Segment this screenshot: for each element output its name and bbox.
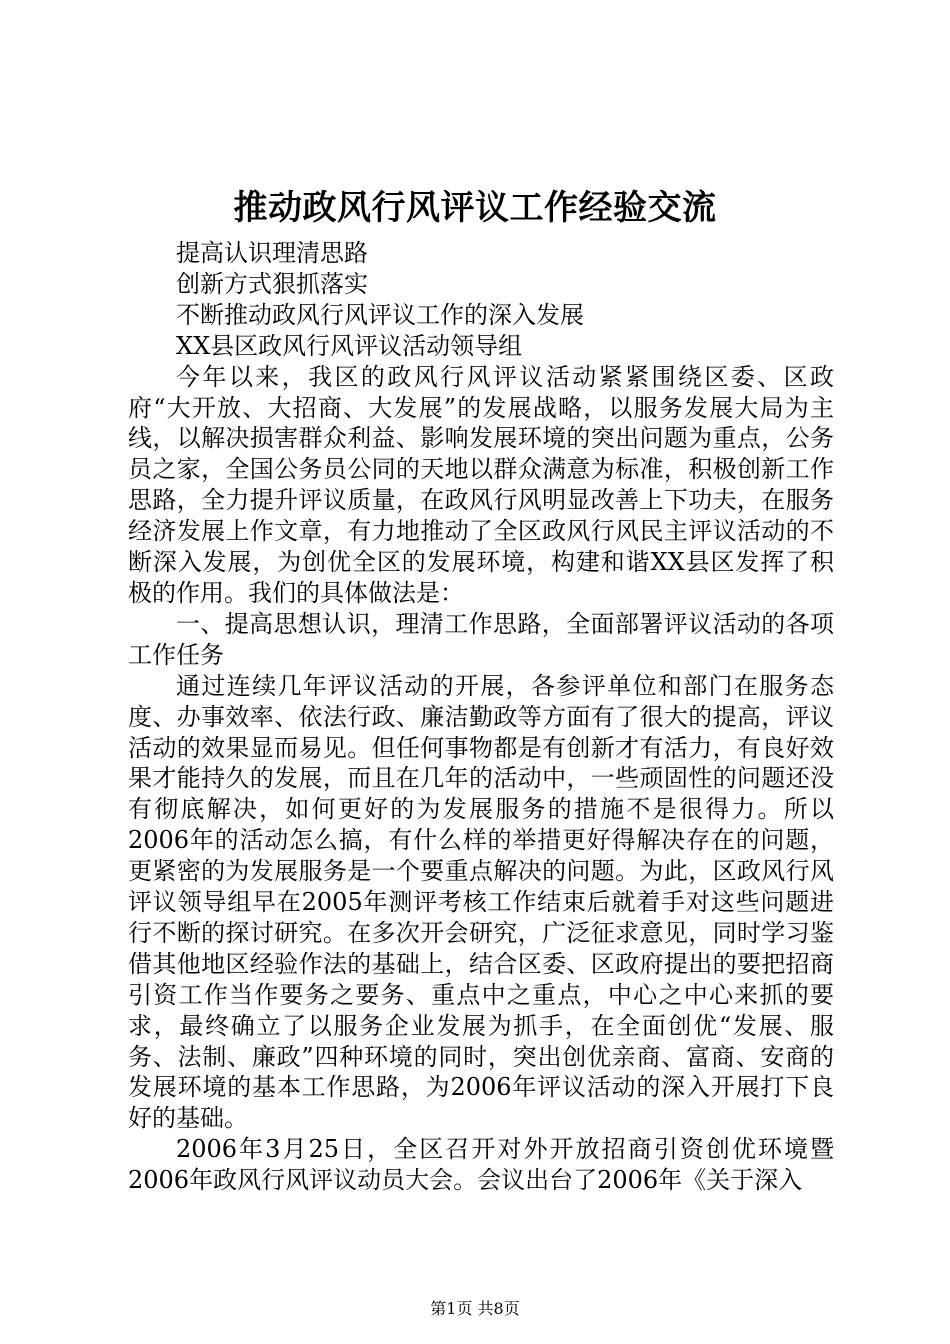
section-heading: 一、提高思想认识，理清工作思路，全面部署评议活动的各项工作任务: [128, 609, 834, 669]
author-line: XX县区政风行风评议活动领导组: [176, 331, 523, 360]
subtitle-line-3: 不断推动政风行风评议工作的深入发展: [176, 300, 584, 329]
document-body: [128, 238, 834, 1196]
document-title: 推动政风行风评议工作经验交流: [233, 188, 717, 228]
body-paragraph: 2006年3月25日，全区召开对外开放招商引资创优环境暨2006年政风行风评议动员大会。会议出台了2006年《关于深入: [128, 1135, 834, 1195]
subtitle-line-2: 创新方式狠抓落实: [176, 269, 368, 298]
subtitle-line-1: 提高认识理清思路: [176, 239, 368, 267]
body-paragraph: 今年以来，我区的政风行风评议活动紧紧围绕区委、区政府“大开放、大招商、大发展”的发展战略，以服务发展大局为主线，以解决损害群众利益、影响发展环境的突出问题为重点，公务员之家，全国公务员公同的天地以群众满意为标准，积极创新工作思路，全力提升评议质量，在政风行风明显改善上下功夫，在服务经济发展上作文章，有力地推动了全区政风行风民主评议活动的不断深入发展，为创优全区的发展环境，构建和谐XX县区发挥了积极的作用。我们的具体做法是：: [128, 362, 834, 607]
body-paragraph: 通过连续几年评议活动的开展，各参评单位和部门在服务态度、办事效率、依法行政、廉洁勤政等方面有了很大的提高，评议活动的效果显而易见。但任何事物都是有创新才有活力，有良好效果才能持久的发展，而且在几年的活动中，一些顽固性的问题还没有彻底解决，如何更好的为发展服务的措施不是很得力。所以2006年的活动怎么搞，有什么样的举措更好得解决存在的问题，更紧密的为发展服务是一个要重点解决的问题。为此，区政风行风评议领导组早在2005年测评考核工作结束后就着手对这些问题进行不断的探讨研究。在多次开会研究，广泛征求意见，同时学习鉴借其他地区经验作法的基础上，结合区委、区政府提出的要把招商引资工作当作要务之要务、重点中之重点，中心之中心来抓的要求，最终确立了以服务企业发展为抓手，在全面创优“发展、服务、法制、廉政”四种环境的同时，突出创优亲商、富商、安商的发展环境的基本工作思路，为2006年评议活动的深入开展打下良好的基础。: [128, 671, 834, 1133]
page-footer: 第1页 共8页: [430, 1299, 520, 1318]
